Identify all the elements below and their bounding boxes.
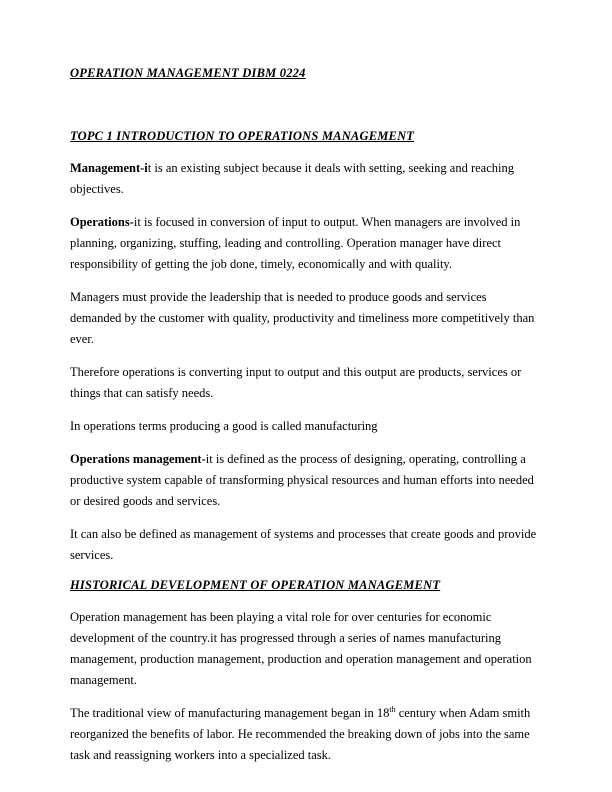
paragraph-operations-definition [70,212,540,275]
term-operations-management: Operations management- [70,452,206,466]
topic-1-heading: TOPC 1 INTRODUCTION TO OPERATIONS MANAGEMENT [70,129,415,143]
paragraph-operations-management-definition [70,449,540,512]
paragraph-management-definition [70,158,540,200]
paragraph-managers-leadership: Managers must provide the leadership that is needed to produce goods and services demanded by the customer with quality, productivity and timeliness more competitively than ever. [70,290,535,346]
term-operations: Operations- [70,215,134,229]
paragraph-therefore-operations: Therefore operations is converting input to output and this output are products, services or things that can satisfy needs. [70,365,522,400]
paragraph-manufacturing: In operations terms producing a good is called manufacturing [70,419,378,433]
paragraph-history-progression: Operation management has been playing a vital role for over centuries for economic development of the country.it has progressed through a series of names manufacturing management, production management, production and operation management and operation management. [70,610,532,687]
paragraph-traditional-view [70,703,540,766]
ordinal-superscript: th [389,704,396,714]
paragraph-text: t is an existing subject because it deals with setting, seeking and reaching objectives. [70,161,514,196]
historical-development-heading: HISTORICAL DEVELOPMENT OF OPERATION MANAGEMENT [70,578,441,592]
paragraph-also-defined: It can also be defined as management of systems and processes that create goods and provide services. [70,527,537,562]
paragraph-text: century when Adam smith reorganized the benefits of labor. He recommended the breaking down of jobs into the same task and reassigning workers into a specialized task. [70,706,531,762]
document-title: OPERATION MANAGEMENT DIBM 0224 [70,66,306,80]
paragraph-text: it is defined as the process of designing, operating, controlling a productive system capable of transforming physical resources and human efforts into needed or desired goods and services. [70,452,534,508]
term-management: Management-i [70,161,148,175]
paragraph-text: it is focused in conversion of input to output. When managers are involved in planning, organizing, stuffing, leading and controlling. Operation manager have direct responsibility of getting the job done, timely, economically and with quality. [70,215,521,271]
paragraph-text: The traditional view of manufacturing management began in 18 [70,706,390,720]
